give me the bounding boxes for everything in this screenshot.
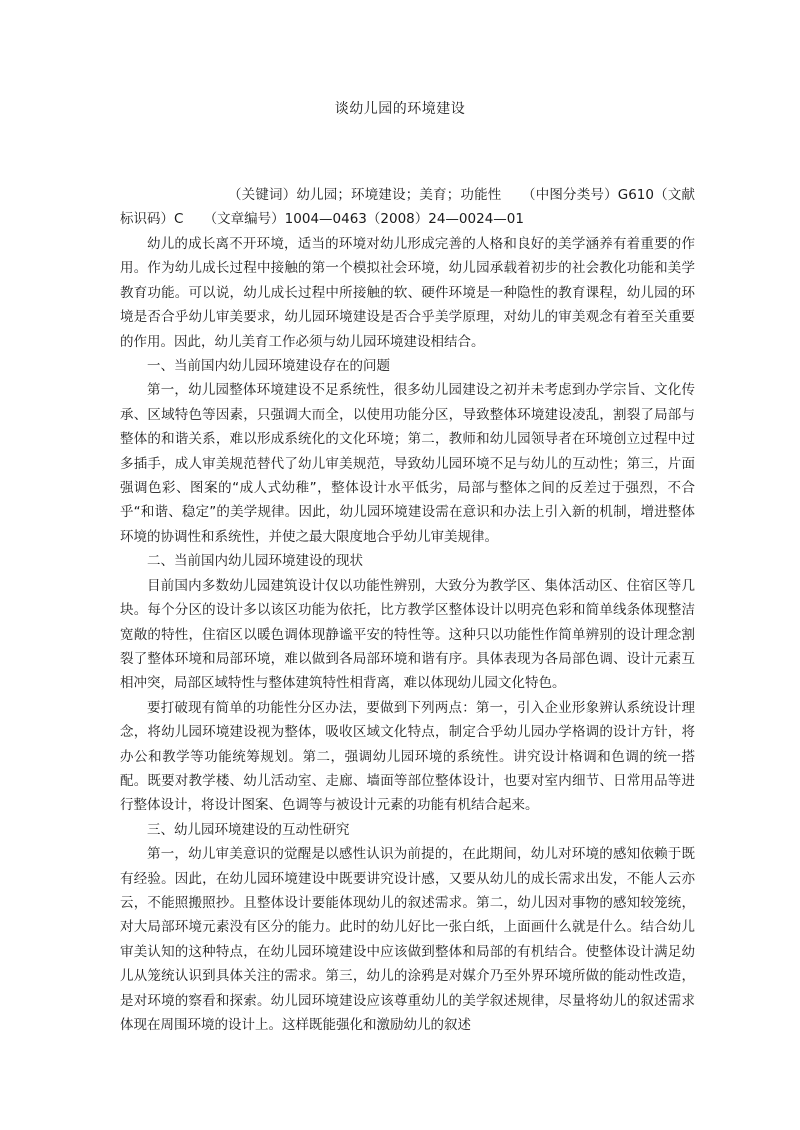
section-heading-1: 一、当前国内幼儿园环境建设存在的问题 (147, 358, 390, 375)
keywords-classification-line: （关键词）幼儿园；环境建设；美育；功能性 （中图分类号）G610（文献标识码）C （文章编号）1004—0463（2008）24—0024—01 (120, 187, 695, 227)
article-body (120, 232, 695, 1037)
paragraph-solutions: 要打破现有简单的功能性分区办法，要做到下列两点：第一，引入企业形象辨认系统设计理念，将幼儿园环境建设视为整体，吸收区域文化特点，制定合乎幼儿园办学格调的设计方针，将办公和教学等功能统筹规划。第二，强调幼儿园环境的系统性。讲究设计格调和色调的统一搭配。既要对教学楼、幼儿活动室、走廊、墙面等部位整体设计，也要对室内细节、日常用品等进行整体设计，将设计图案、色调等与被设计元素的功能有机结合起来。 (120, 699, 695, 814)
paragraph-status: 目前国内多数幼儿园建筑设计仅以功能性辨别，大致分为教学区、集体活动区、住宿区等几块。每个分区的设计多以该区功能为依托，比方教学区整体设计以明亮色彩和简单线条体现整洁宽敞的特性，住宿区以暖色调体现静谧平安的特性等。这种只以功能性作简单辨别的设计理念割裂了整体环境和局部环境，难以做到各局部环境和谐有序。具体表现为各局部色调、设计元素互相冲突，局部区域特性与整体建筑特性相背离，难以体现幼儿园文化特色。 (120, 577, 695, 692)
paragraph-intro: 幼儿的成长离不开环境，适当的环境对幼儿形成完善的人格和良好的美学涵养有着重要的作用。作为幼儿成长过程中接触的第一个模拟社会环境，幼儿园承载着初步的社会教化功能和美学教育功能。可以说，幼儿成长过程中所接触的软、硬件环境是一种隐性的教育课程，幼儿园的环境是否合乎幼儿审美要求，幼儿园环境建设是否合乎美学原理，对幼儿的审美观念有着至关重要的作用。因此，幼儿美育工作必须与幼儿园环境建设相结合。 (120, 236, 695, 350)
paragraph-problems: 第一，幼儿园整体环境建设不足系统性，很多幼儿园建设之初并未考虑到办学宗旨、文化传承、区域特色等因素，只强调大而全，以使用功能分区，导致整体环境建设凌乱，割裂了局部与整体的和谐关系，难以形成系统化的文化环境；第二，教师和幼儿园领导者在环境创立过程中过多插手，成人审美规范替代了幼儿审美规范，导致幼儿园环境不足与幼儿的互动性；第三，片面强调色彩、图案的“成人式幼稚”，整体设计水平低劣，局部与整体之间的反差过于强烈，不合乎“和谐、稳定”的美学规律。因此，幼儿园环境建设需在意识和办法上引入新的机制，增进整体环境的协调性和系统性，并使之最大限度地合乎幼儿审美规律。 (120, 382, 695, 545)
section-heading-2: 二、当前国内幼儿园环境建设的现状 (147, 553, 363, 570)
paragraph-interaction: 第一，幼儿审美意识的觉醒是以感性认识为前提的，在此期间，幼儿对环境的感知依赖于既有经验。因此，在幼儿园环境建设中既要讲究设计感，又要从幼儿的成长需求出发，不能人云亦云，不能照搬照抄。且整体设计要能体现幼儿的叙述需求。第二，幼儿因对事物的感知较笼统，对大局部环境元素没有区分的能力。此时的幼儿好比一张白纸，上面画什么就是什么。结合幼儿审美认知的这种特点，在幼儿园环境建设中应该做到整体和局部的有机结合。使整体设计满足幼儿从笼统认识到具体关注的需求。第三，幼儿的涂鸦是对媒介乃至外界环境所做的能动性改造，是对环境的察看和探索。幼儿园环境建设应该尊重幼儿的美学叙述规律，尽量将幼儿的叙述需求体现在周围环境的设计上。这样既能强化和激励幼儿的叙述 (120, 846, 695, 1033)
section-heading-3: 三、幼儿园环境建设的互动性研究 (147, 821, 350, 838)
document-title: 谈幼儿园的环境建设 (334, 101, 466, 117)
